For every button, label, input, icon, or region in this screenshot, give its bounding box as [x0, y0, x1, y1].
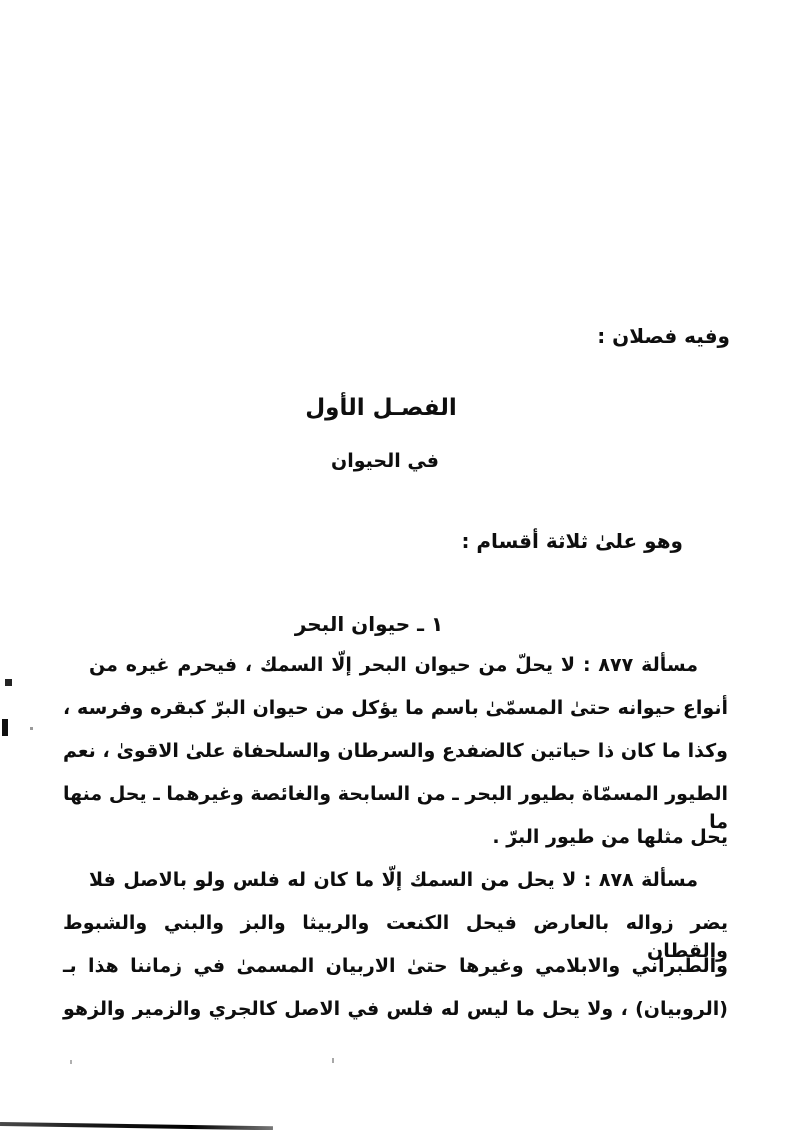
issue-877-line-1: مسألة ٨٧٧ : لا يحلّ من حيوان البحر إلّا السمك ، فيحرم غيره من	[89, 654, 698, 676]
scan-edge-shadow	[0, 1122, 273, 1130]
scan-speck	[30, 727, 33, 730]
divisions-line: وهو علىٰ ثلاثة أقسام :	[461, 529, 683, 553]
scan-speck	[70, 1060, 72, 1064]
issue-877-line-3: وكذا ما كان ذا حياتين كالضفدع والسرطان والسلحفاة علىٰ الاقوىٰ ، نعم	[63, 740, 728, 762]
issue-877-line-4: الطيور المسمّاة بطيور البحر ـ من السابحة والغائصة وغيرهما ـ يحل منها ما	[63, 783, 728, 833]
chapter-title: الفصـل الأول	[305, 395, 457, 421]
issue-878-line-1: مسألة ٨٧٨ : لا يحل من السمك إلّا ما كان له فلس ولو بالاصل فلا	[89, 869, 698, 891]
issue-877-line-5: يحل مثلها من طيور البرّ .	[492, 826, 728, 848]
intro-line: وفيه فصلان :	[597, 324, 730, 348]
chapter-subtitle: في الحيوان	[330, 450, 440, 472]
issue-878-line-3: والطبراني والابلامي وغيرها حتىٰ الاربيان المسمىٰ في زماننا هذا بـ	[63, 955, 728, 977]
scan-speck	[2, 719, 8, 736]
issue-877-line-2: أنواع حيوانه حتىٰ المسمّىٰ باسم ما يؤكل من حيوان البرّ كبقره وفرسه ،	[63, 697, 728, 719]
issue-878-line-4: (الروبيان) ، ولا يحل ما ليس له فلس في الاصل كالجري والزمير والزهو	[63, 998, 728, 1020]
issue-878-line-2: يضر زواله بالعارض فيحل الكنعت والربيثا والبز والبني والشبوط والقطان	[63, 912, 728, 962]
scan-speck	[5, 679, 12, 686]
scan-speck	[332, 1058, 334, 1063]
section-heading: ١ ـ حيوان البحر	[294, 612, 444, 636]
